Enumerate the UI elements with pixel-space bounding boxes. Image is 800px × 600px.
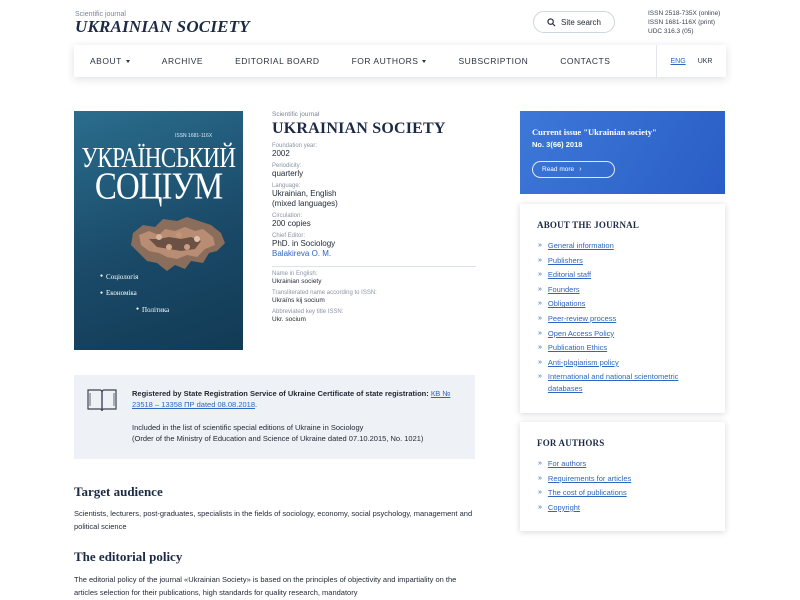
issn-online: ISSN 2518-735X (online) [648,10,721,17]
list-item [538,458,715,470]
chevron-right-icon: » [538,271,542,279]
list-item [538,502,715,514]
info-title: UKRAINIAN SOCIETY [272,120,446,137]
target-audience-text: Scientists, lecturers, post-graduates, specialists in the fields of sociology, economy, social psychology, management and political science [74,509,473,531]
chevron-right-icon: » [538,373,542,381]
list-item [538,473,715,485]
authors-link-requirements[interactable]: Requirements for articles [547,473,632,483]
cover-topics [100,269,169,318]
authors-link-for-authors[interactable]: For authors [547,459,587,468]
lang-ukrainian[interactable]: UKR [697,57,713,65]
journal-info [272,111,476,324]
nav-for-authors[interactable]: FOR AUTHORS [336,56,443,66]
chevron-right-icon: » [538,329,542,337]
authors-link-copyright[interactable]: Copyright [547,502,581,512]
registration-box [74,375,475,459]
nav-archive[interactable]: ARCHIVE [161,56,204,66]
about-journal-heading: ABOUT THE JOURNAL [537,220,640,230]
info-divider [272,266,476,267]
chevron-right-icon: » [538,503,542,511]
cover-issn: ISSN 1681-116X [175,133,213,139]
cover-topic: ● Економіка [100,285,169,301]
list-item [538,284,715,296]
chevron-down-icon [422,60,426,63]
chevron-right-icon: » [538,242,542,249]
list-item [538,357,715,369]
site-search-button[interactable] [533,11,615,33]
for-authors-heading: FOR AUTHORS [537,438,605,448]
field-value: Ukrainian, English (mixed languages) [272,189,338,208]
issn-print: ISSN 1681-116X (print) [648,19,716,26]
field-label: Chief Editor: [272,233,306,239]
about-link-anti-plagiarism[interactable]: Anti-plagiarism policy [547,357,619,367]
registration-line: Included in the list of scientific special editions of Ukraine in Sociology [132,423,364,432]
authors-link-cost[interactable]: The cost of publications [547,488,627,498]
field-label: Transliterated name according to ISSN: [272,290,377,296]
chevron-down-icon [126,60,130,63]
read-more-button[interactable] [532,161,615,178]
lang-english[interactable]: ENG [670,57,686,65]
list-item [538,255,715,267]
about-link-open-access[interactable]: Open Access Policy [547,328,615,338]
about-link-publishers[interactable]: Publishers [547,255,583,265]
chief-editor-degree: PhD. in Sociology [272,239,336,248]
field-value: Ukraïns kij socium [272,297,325,304]
registration-list-text [132,422,467,444]
list-item [538,342,715,354]
brand-logo-title[interactable]: UKRAINIAN SOCIETY [75,17,250,36]
read-more-label: Read more [542,166,575,173]
field-value: quarterly [272,169,304,178]
info-subtitle: Scientific journal [272,111,320,118]
current-issue-card [520,111,725,194]
field-value: 2002 [272,149,290,158]
list-item [538,328,715,340]
main-navigation [74,45,726,77]
language-switcher [656,45,726,77]
about-link-editorial-staff[interactable]: Editorial staff [547,270,592,280]
about-link-general-information[interactable]: General information [547,241,614,250]
chief-editor-link[interactable]: Balakireva O. M. [272,249,332,258]
about-link-publication-ethics[interactable]: Publication Ethics [547,343,608,353]
about-link-founders[interactable]: Founders [547,284,580,294]
about-link-peer-review[interactable]: Peer-review process [547,313,617,323]
cover-topic: ● Політика [136,302,169,318]
target-audience-heading: Target audience [74,484,163,499]
current-issue-number: No. 3(66) 2018 [532,140,583,149]
list-item [538,313,715,325]
cover-title-line2: СОЦІУМ [94,166,223,208]
field-value: Ukrainian society [272,278,322,285]
field-label: Circulation: [272,213,303,219]
chevron-right-icon: » [538,489,542,497]
chevron-right-icon: » [538,460,542,467]
list-item [538,298,715,310]
nav-editorial-board[interactable]: EDITORIAL BOARD [235,56,320,66]
registration-certificate-link[interactable]: КВ № 23518 – 13358 ПР dated 08.08.2018 [132,389,451,409]
field-label: Foundation year: [272,143,318,149]
journal-cover-image [74,111,243,350]
about-link-databases[interactable]: International and national scientometric databases [547,372,679,394]
chevron-right-icon: » [538,285,542,293]
nav-about[interactable]: ABOUT [74,56,146,66]
brand-subtitle: Scientific journal [75,11,126,18]
cover-title-line1: УКРАЇНСЬКИЙ [81,141,236,173]
cover-topic: ● Соціологія [100,269,169,285]
field-label: Name in English: [272,271,318,277]
about-journal-panel [520,204,725,413]
for-authors-panel [520,422,725,531]
chevron-right-icon: » [538,314,542,322]
nav-contacts[interactable]: CONTACTS [560,56,611,66]
site-search-label: Site search [560,17,602,27]
issn-info [648,9,720,36]
list-item [538,371,715,395]
editorial-policy-heading: The editorial policy [74,549,183,564]
nav-subscription[interactable]: SUBSCRIPTION [458,56,529,66]
field-label: Abbreviated key title ISSN: [272,309,344,315]
chevron-right-icon: » [538,474,542,482]
registration-line: (Order of the Ministry of Education and Science of Ukraine dated 07.10.2015, No. 1021) [132,434,424,443]
field-label: Periodicity: [272,163,302,169]
registration-bold: Registered by State Registration Service of Ukraine Certificate of state registration: [132,389,429,398]
chevron-right-icon: » [538,358,542,366]
editorial-policy-text: The editorial policy of the journal «Ukrainian Society» is based on the principles of objectivity and impartiality on the articles selection for their publications, high standards for quality research, mandatory [74,575,457,597]
open-book-icon [86,387,118,413]
field-label: Language: [272,183,301,189]
chevron-right-icon: » [538,256,542,264]
list-item [538,269,715,281]
current-issue-title: Current issue "Ukrainian society" [532,127,657,137]
about-link-obligations[interactable]: Obligations [547,299,586,309]
field-value: Ukr. socium [272,316,306,323]
list-item [538,487,715,499]
udc-code: UDC 316.3 (05) [648,28,694,35]
field-value: 200 copies [272,219,311,228]
search-icon [547,18,556,27]
list-item [538,240,715,252]
chevron-right-icon: » [538,344,542,352]
registration-text: Registered by State Registration Service of Ukraine Certificate of state registration: КВ № 23518 – 13358 ПР dated 08.08.2018. [132,389,451,409]
chevron-right-icon: » [538,300,542,308]
arrow-right-icon: › [579,166,582,173]
